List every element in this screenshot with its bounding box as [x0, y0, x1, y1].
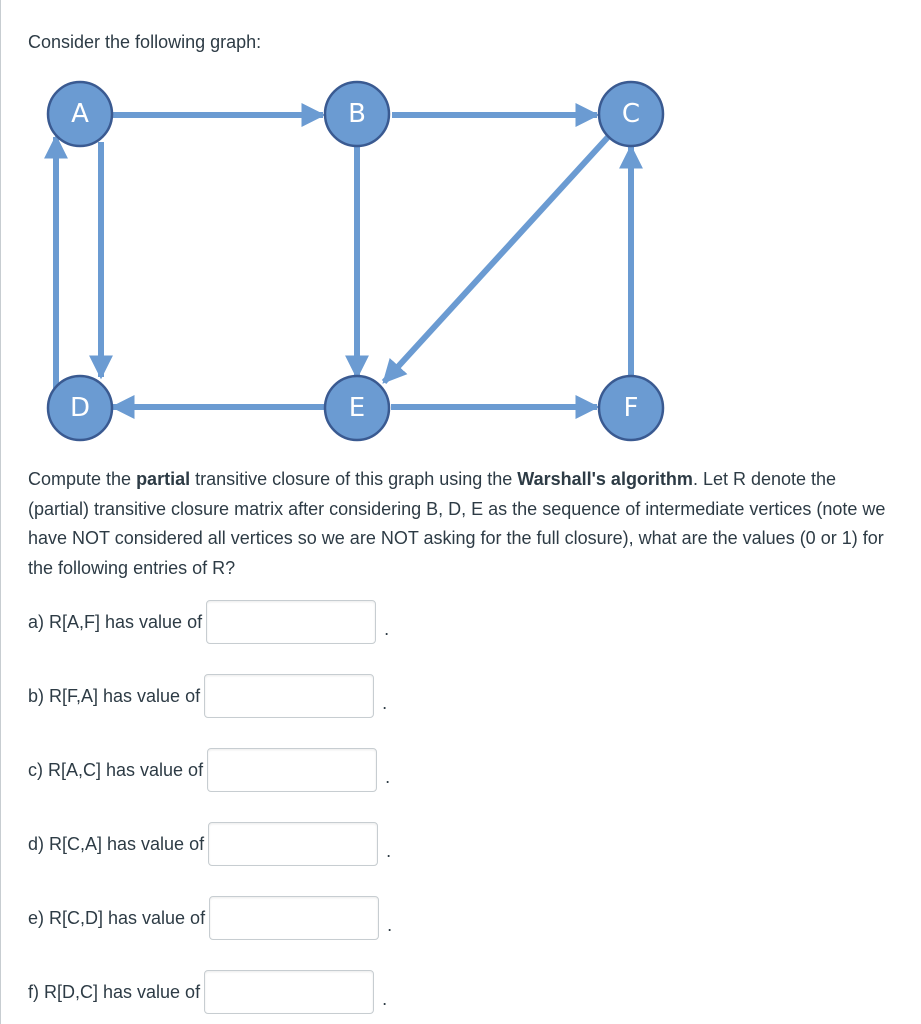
- question-d-label: d) R[C,A] has value of: [28, 833, 205, 854]
- prompt-part-2: transitive closure of this graph using the: [190, 469, 518, 489]
- answer-b-input[interactable]: [204, 674, 374, 718]
- prompt-part-3: . Let R denote the (partial) transitive closure matrix after considering B, D, E as the sequence of intermediate vertices (note we have NOT considered all vertices so we are NOT asking for the full closure), what are the values (0 or 1) for the following entries of R?: [28, 469, 886, 578]
- node-e-label: E: [348, 393, 366, 423]
- node-d-label: D: [69, 393, 91, 423]
- node-c: [599, 82, 663, 146]
- question-f-row: [28, 968, 387, 1016]
- node-a-label: A: [71, 99, 89, 129]
- question-a-period: .: [384, 619, 390, 639]
- node-f-label: F: [623, 393, 639, 423]
- answer-d-input[interactable]: [208, 822, 378, 866]
- question-b-label: b) R[F,A] has value of: [28, 685, 201, 706]
- answer-e-input[interactable]: [209, 896, 379, 940]
- node-a: [48, 82, 112, 146]
- node-c-label: C: [621, 99, 641, 129]
- node-f: [599, 376, 663, 440]
- node-b: [325, 82, 389, 146]
- question-d-row: [28, 820, 391, 868]
- question-f-period: .: [382, 989, 388, 1009]
- question-c-period: .: [385, 767, 391, 787]
- edge-c-to-e: [384, 137, 608, 382]
- directed-graph: [0, 80, 700, 450]
- answer-c-input[interactable]: [207, 748, 377, 792]
- question-e-period: .: [387, 915, 393, 935]
- prompt-bold-partial: partial: [136, 469, 191, 489]
- answer-a-input[interactable]: [206, 600, 376, 644]
- question-c-row: [28, 746, 390, 794]
- answer-f-input[interactable]: [204, 970, 374, 1014]
- node-d: [48, 376, 112, 440]
- prompt-part-1: Compute the: [28, 469, 137, 489]
- question-prompt: [28, 465, 898, 583]
- question-b-row: [28, 672, 387, 720]
- prompt-bold-algorithm: Warshall's algorithm: [517, 469, 693, 489]
- question-b-period: .: [382, 693, 388, 713]
- node-b-label: B: [348, 99, 366, 129]
- question-e-row: [28, 894, 392, 942]
- question-f-label: f) R[D,C] has value of: [28, 981, 201, 1002]
- node-e: [325, 376, 389, 440]
- question-c-label: c) R[A,C] has value of: [28, 759, 204, 780]
- question-a-row: [28, 598, 389, 646]
- question-d-period: .: [386, 841, 392, 861]
- intro-text: Consider the following graph:: [28, 32, 262, 52]
- question-e-label: e) R[C,D] has value of: [28, 907, 206, 928]
- question-a-label: a) R[A,F] has value of: [28, 611, 203, 632]
